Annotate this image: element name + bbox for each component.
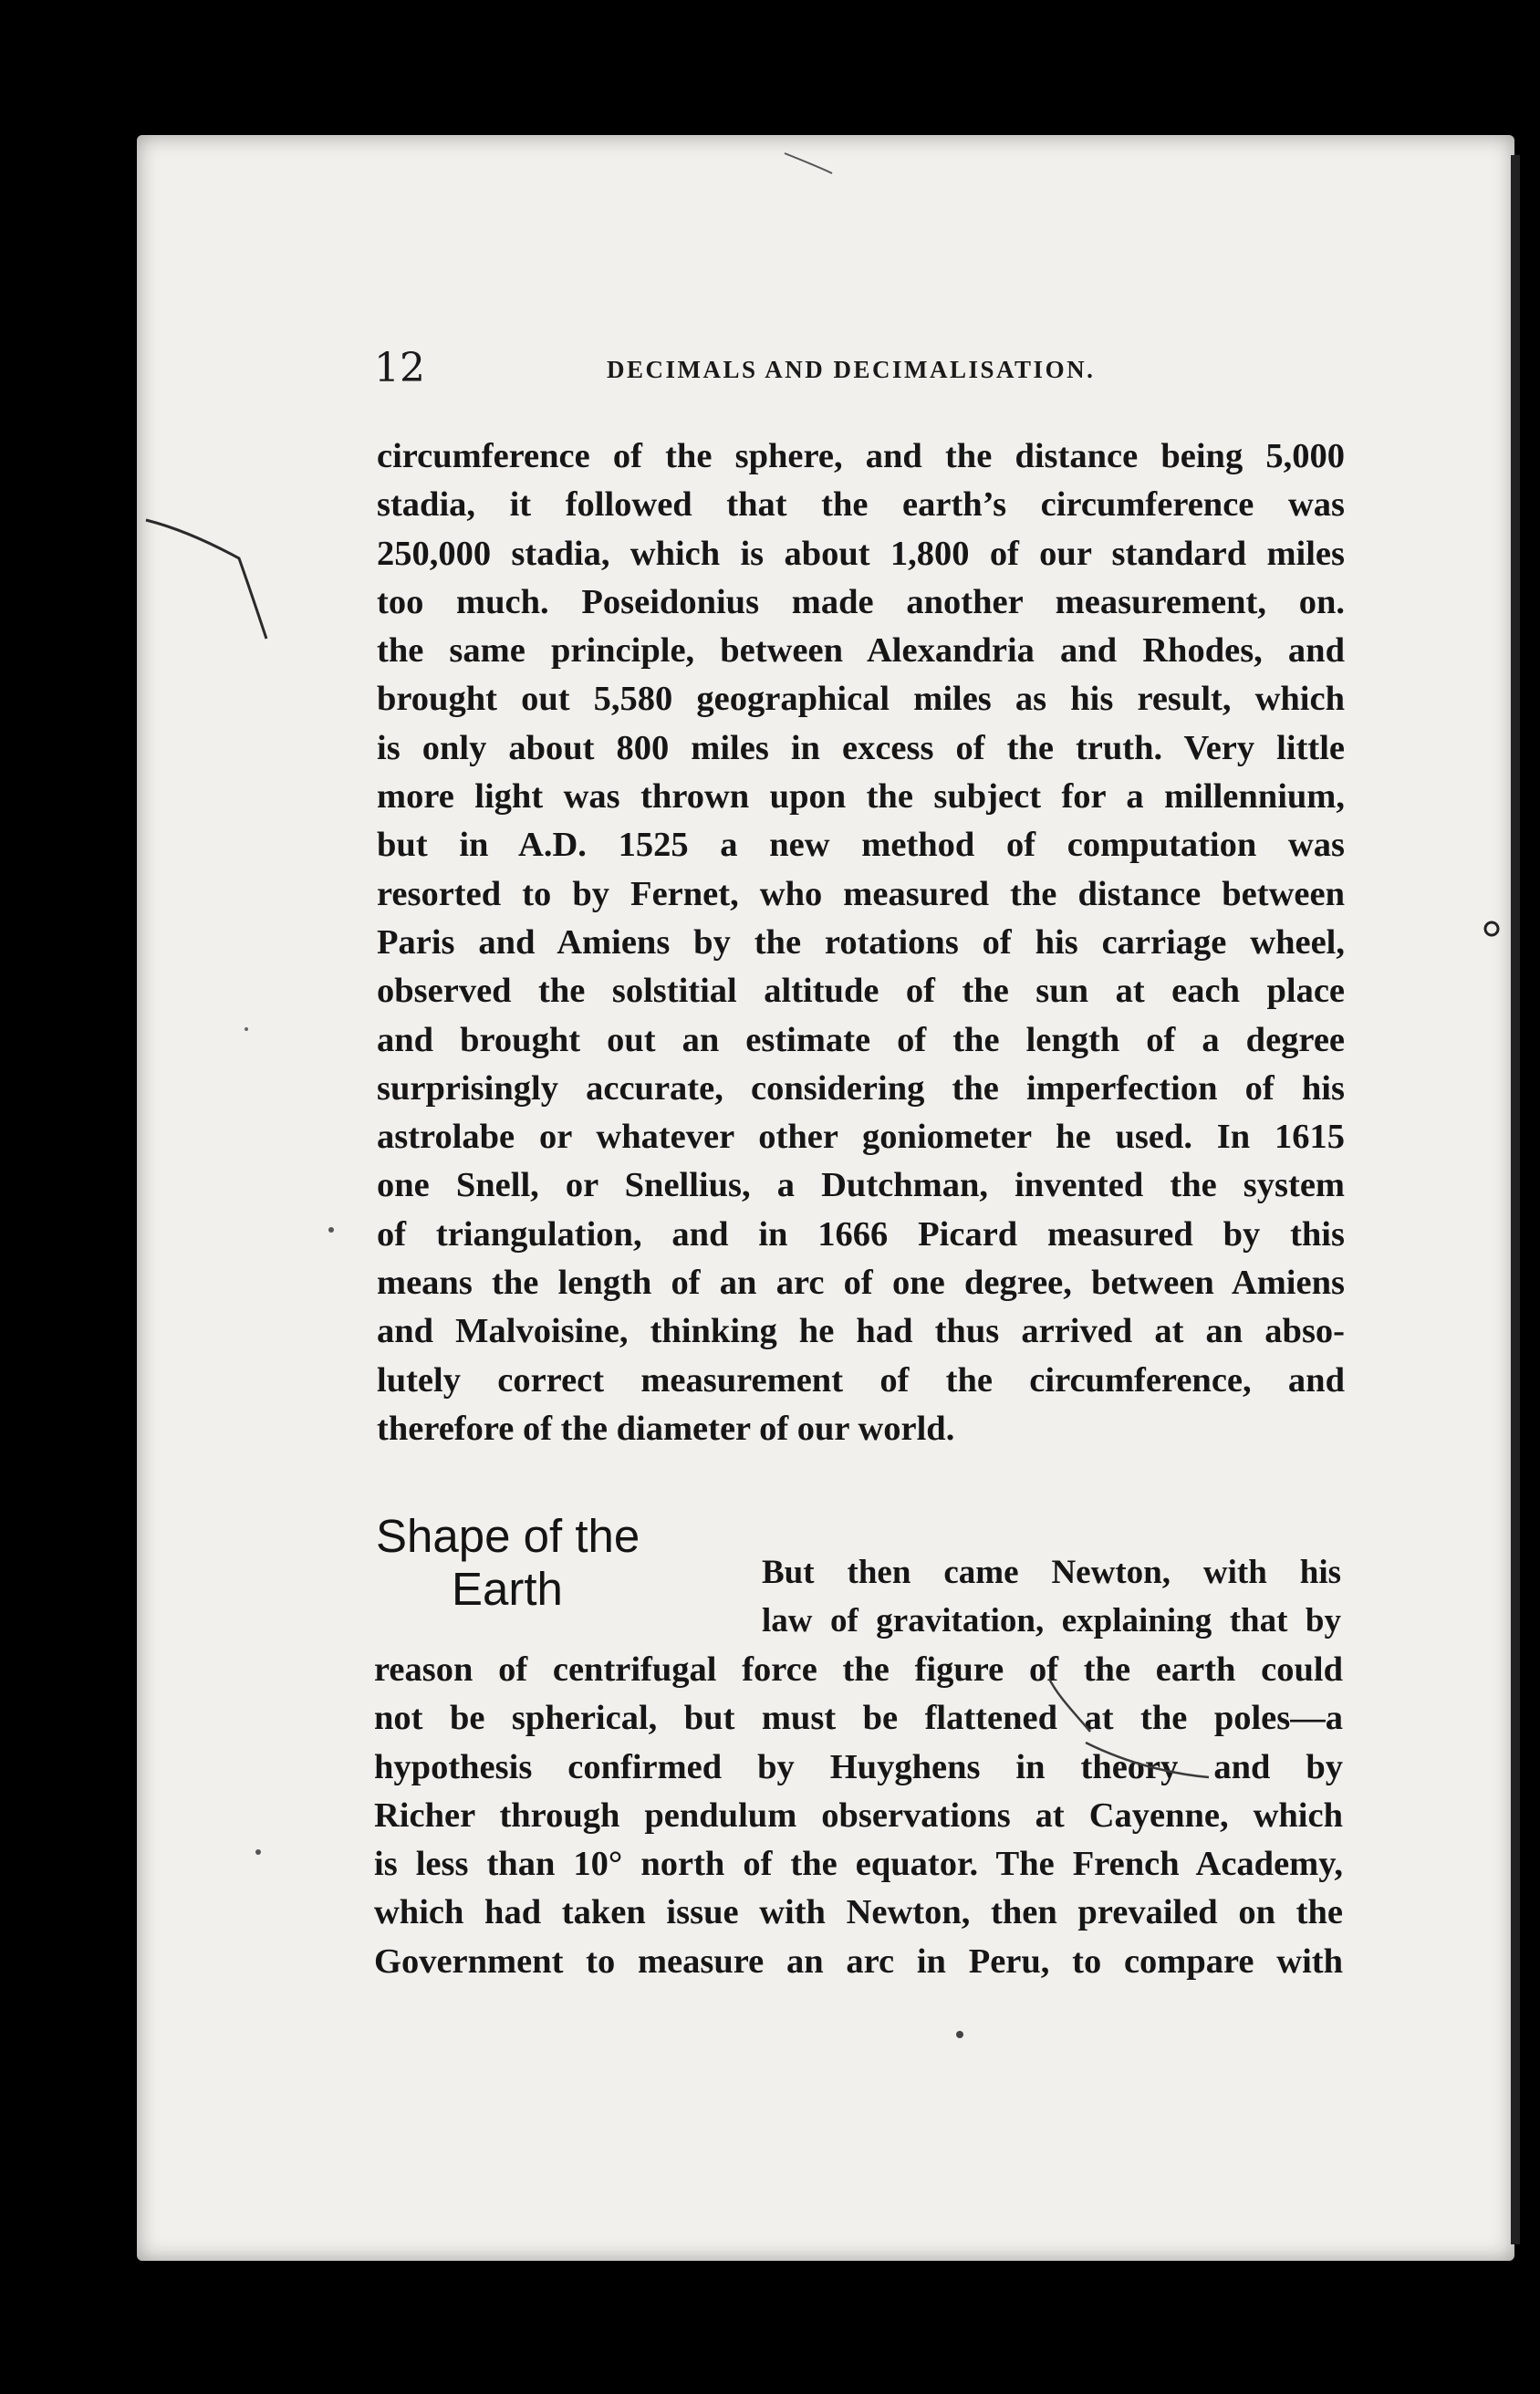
text-line: one Snell, or Snellius, a Dutchman, invented the system [377,1166,1345,1205]
text-line: more light was thrown upon the subject for a millennium, [377,777,1345,817]
page-number: 12 [374,345,425,391]
text-line: reason of centrifugal force the figure of the earth could [374,1650,1343,1689]
text-line: the same principle, between Alexandria and Rhodes, and [377,631,1345,671]
text-line: and brought out an estimate of the length of a degree [377,1020,1345,1059]
text-line: circumference of the sphere, and the distance being 5,000 [377,437,1345,475]
text-line: resorted to by Fernet, who measured the distance between [377,874,1345,913]
text-line: Government to measure an arc in Peru, to compare with [374,1941,1343,1981]
text-line: and Malvoisine, thinking he had thus arrived at an abso- [377,1312,1345,1351]
text-line: surprisingly accurate, considering the imperfection of his [377,1068,1345,1108]
page-right-edge [1511,155,1520,2244]
text-line: but in A.D. 1525 a new method of computation was [377,826,1345,865]
page-header [374,345,1350,400]
marginal-heading-line-2: Earth [452,1563,563,1615]
marginal-heading-line-1: Shape of the [376,1510,640,1562]
marginal-heading [376,1510,677,1616]
paragraph-2-indented [762,1548,1341,1646]
paragraph-1 [377,432,1345,1453]
text-line: too much. Poseidonius made another measurement, on. [377,582,1345,621]
text-line: observed the solstitial altitude of the sun at each place [377,972,1345,1011]
text-line: is less than 10° north of the equator. The French Academy, [374,1845,1343,1884]
text-line: Richer through pendulum observations at Cayenne, which [374,1796,1343,1835]
text-line: not be spherical, but must be flattened at the poles—a [374,1699,1343,1738]
running-head: DECIMALS AND DECIMALISATION. [607,356,1096,383]
text-line: lutely correct measurement of the circumference, and [377,1360,1345,1400]
text-line: 250,000 stadia, which is about 1,800 of our standard miles [377,534,1345,573]
paragraph-2 [374,1646,1343,1986]
text-line: brought out 5,580 geographical miles as his result, which [377,680,1345,719]
text-line: is only about 800 miles in excess of the truth. Very little [377,728,1345,767]
text-line: law of gravitation, explaining that by [762,1602,1341,1640]
text-line: which had taken issue with Newton, then prevailed on the [374,1893,1343,1932]
text-line: But then came Newton, with his [762,1554,1341,1591]
text-line: means the length of an arc of one degree, between Amiens [377,1264,1345,1303]
text-line: of triangulation, and in 1666 Picard measured by this [377,1214,1345,1254]
text-line: stadia, it followed that the earth’s circumference was [377,485,1345,525]
text-line: astrolabe or whatever other goniometer he used. In 1615 [377,1118,1345,1157]
text-line-last: therefore of the diameter of our world. [377,1409,955,1448]
text-line: hypothesis confirmed by Huyghens in theory and by [374,1747,1343,1786]
text-line: Paris and Amiens by the rotations of his carriage wheel, [377,922,1345,962]
